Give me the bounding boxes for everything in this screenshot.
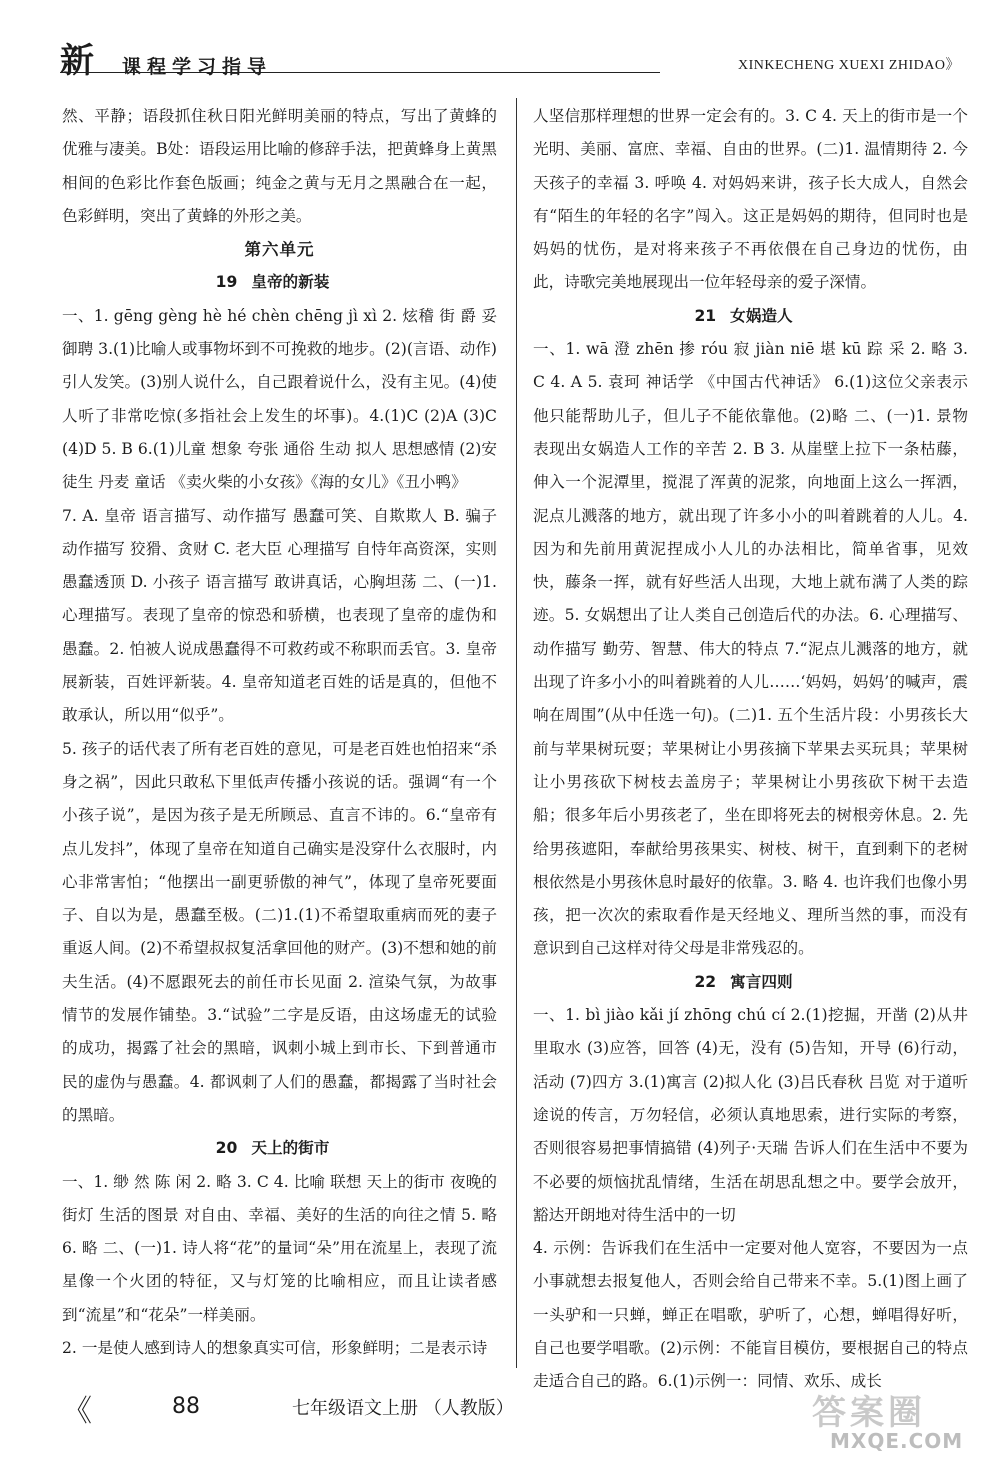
brand-latin-title: XINKECHENG XUEXI ZHIDAO》 [738, 58, 960, 73]
section-number: 19 [215, 273, 238, 292]
page-footer [62, 1392, 662, 1432]
section-title: 天上的街市 [251, 1139, 330, 1158]
brand-logo-mark: 新 [60, 41, 94, 81]
paragraph: 7. A. 皇帝 语言描写、动作描写 愚蠢可笑、自欺欺人 B. 骗子 动作描写 狡猾、贪财 C. 老大臣 心理描写 自恃年高资深，实则愚蠢透顶 D. 小孩子 语言描写 敢讲真话，心胸坦荡 二、(一)1. 心理描写。表现了皇帝的惊恐和骄横，也表现了皇帝的虚伪和愚蠢。2. 怕被人说成愚蠢得不可救药或不称职而丢官。3. 皇帝展新装，百姓评新装。4. 皇帝知道老百姓的话是真的，但他不敢承认，所以用“似乎”。 [62, 506, 497, 725]
brand-title: 课程学习指导 [122, 56, 273, 78]
section-title: 女娲造人 [730, 306, 793, 325]
double-chevron-left-icon: 《 [62, 1394, 92, 1429]
section-number: 20 [215, 1139, 238, 1158]
left-column [62, 100, 497, 1365]
paragraph: 人坚信那样理想的世界一定会有的。3. C 4. 天上的街市是一个光明、美丽、富庶、幸福、自由的世界。(二)1. 温情期待 2. 今天孩子的幸福 3. 呼唤 4. 对妈妈来讲，孩子长大成人，自然会有“陌生的年轻的名字”闯入。这正是妈妈的期待，但同时也是妈妈的忧伤，是对将来孩子不再依偎在自己身边的忧伤，由此，诗歌完美地展现出一位年轻母亲的爱子深情。 [533, 107, 968, 292]
section-heading-20 [62, 1132, 497, 1165]
paragraph: 2. 一是使人感到诗人的想象真实可信，形象鲜明；二是表示诗 [62, 1338, 488, 1357]
paragraph: 一、1. wā 澄 zhēn 掺 róu 寂 jiàn niē 堪 kū 踪 采 2. 略 3. C 4. A 5. 袁珂 神话学 《中国古代神话》 6.(1)这位父亲表示他只能帮助儿子，但儿子不能依靠他。(2)略 二、(一)1. 景物 表现出女娲造人工作的辛苦 2. B 3. 从崖壁上拉下一条枯藤，伸入一个泥潭里，搅混了浑黄的泥浆，向地面上这么一挥洒，泥点儿溅落的地方，就出现了许多小小的叫着跳着的人儿。4. 因为和先前用黄泥捏成小人儿的办法相比，简单省事，见效快，藤条一挥，就有好些活人出现，大地上就布满了人类的踪迹。5. 女娲想出了让人类自己创造后代的办法。6. 心理描写、动作描写 勤劳、智慧、伟大的特点 7.“泥点儿溅落的地方，就出现了许多小小的叫着跳着的人儿……‘妈妈，妈妈’的喊声，震响在周围”(从中任选一句)。(二)1. 五个生活片段：小男孩长大前与苹果树玩耍；苹果树让小男孩摘下苹果去买玩具；苹果树让小男孩砍下树枝去盖房子；苹果树让小男孩砍下树干去造船；很多年后小男孩老了，坐在即将死去的树根旁休息。2. 先给男孩遮阳，奉献给男孩果实、树枝、树干，直到剩下的老树根依然是小男孩休息时最好的依靠。3. 略 4. 也许我们也像小男孩，把一次次的索取看作是天经地义、理所当然的事，而没有意识到自己这样对待父母是非常残忍的。 [533, 340, 968, 958]
page-number: 88 [172, 1394, 200, 1419]
section-title: 皇帝的新装 [251, 273, 330, 292]
paragraph: 然、平静；语段抓住秋日阳光鲜明美丽的特点，写出了黄蜂的优雅与凄美。B处：语段运用比喻的修辞手法，把黄蜂身上黄黑相间的色彩比作套色版画；纯金之黄与无月之黑融合在一起，色彩鲜明，突出了黄蜂的外形之美。 [62, 107, 497, 225]
header-rule [60, 72, 660, 73]
right-column [533, 100, 968, 1399]
unit-heading: 第六单元 [244, 240, 315, 260]
watermark-logo: 答案圈 [812, 1393, 926, 1433]
page-header [60, 40, 960, 80]
watermark-url: MXQE.COM [830, 1429, 964, 1453]
column-divider [516, 98, 517, 1368]
paragraph: 一、1. gēng gèng hè hé chèn chēng jì xì 2. 炫稽 街 爵 妥 御聘 3.(1)比喻人或事物坏到不可挽救的地步。(2)(言语、动作)引人发笑。(3)别人说什么，自己跟着说什么，没有主见。(4)使人听了非常吃惊(多指社会上发生的坏事)。4.(1)C (2)A (3)C (4)D 5. B 6.(1)儿童 想象 夸张 通俗 生动 拟人 思想感情 (2)安徒生 丹麦 童话 《卖火柴的小女孩》《海的女儿》《丑小鸭》 [62, 306, 497, 492]
section-number: 22 [694, 972, 717, 991]
section-title: 寓言四则 [730, 972, 793, 991]
paragraph: 一、1. bì jiào kǎi jí zhōng chú cí 2.(1)挖掘，开凿 (2)从井里取水 (3)应答，回答 (4)无，没有 (5)告知，开导 (6)行动，活动 (7)四方 3.(1)寓言 (2)拟人化 (3)吕氏春秋 吕览 对于道听途说的传言，万勿轻信，必须认真地思索，进行实际的考察，否则很容易把事情搞错 (4)列子·天瑞 告诉人们在生活中不要为不必要的烦恼扰乱情绪，生活在胡思乱想之中。要学会放开，豁达开朗地对待生活中的一切 [533, 1006, 968, 1224]
paragraph: 5. 孩子的话代表了所有老百姓的意见，可是老百姓也怕招来“杀身之祸”，因此只敢私下里低声传播小孩说的话。强调“有一个小孩子说”，是因为孩子是无所顾忌、直言不讳的。6.“皇帝有点儿发抖”，体现了皇帝在知道自己确实是没穿什么衣服时，内心非常害怕；“他摆出一副更骄傲的神气”，体现了皇帝死要面子、自以为是，愚蠢至极。(二)1.(1)不希望取重病而死的妻子重返人间。(2)不希望叔叔复活拿回他的财产。(3)不想和她的前夫生活。(4)不愿跟死去的前任市长见面 2. 渲染气氛，为故事情节的发展作铺垫。3.“试验”二字是反语，由这场虚无的试验的成功，揭露了社会的黑暗，讽刺小城上到市长、下到普通市民的虚伪与愚蠢。4. 都讽刺了人们的愚蠢，都揭露了当时社会的黑暗。 [62, 739, 497, 1124]
section-heading-21 [533, 300, 968, 333]
book-title: 七年级语文上册 （人教版） [292, 1398, 514, 1419]
section-number: 21 [694, 306, 717, 325]
section-heading-22 [533, 966, 968, 999]
watermark [812, 1385, 962, 1455]
paragraph: 4. 示例：告诉我们在生活中一定要对他人宽容，不要因为一点小事就想去报复他人，否则会给自己带来不幸。5.(1)图上画了一头驴和一只蝉，蝉正在唱歌，驴听了，心想，蝉唱得好听，自己也要学唱歌。(2)示例：不能盲目模仿，要根据自己的特点走适合自己的路。6.(1)示例一：同情、欢乐、成长 [533, 1239, 968, 1391]
paragraph: 一、1. 缈 然 陈 闲 2. 略 3. C 4. 比喻 联想 天上的街市 夜晚的街灯 生活的图景 对自由、幸福、美好的生活的向往之情 5. 略 6. 略 二、(一)1. 诗人将“花”的量词“朵”用在流星上，表现了流星像一个火团的特征，又与灯笼的比喻相应，而且让读者感到“流星”和“花朵”一样美丽。 [62, 1172, 497, 1324]
section-heading-19 [62, 266, 497, 299]
